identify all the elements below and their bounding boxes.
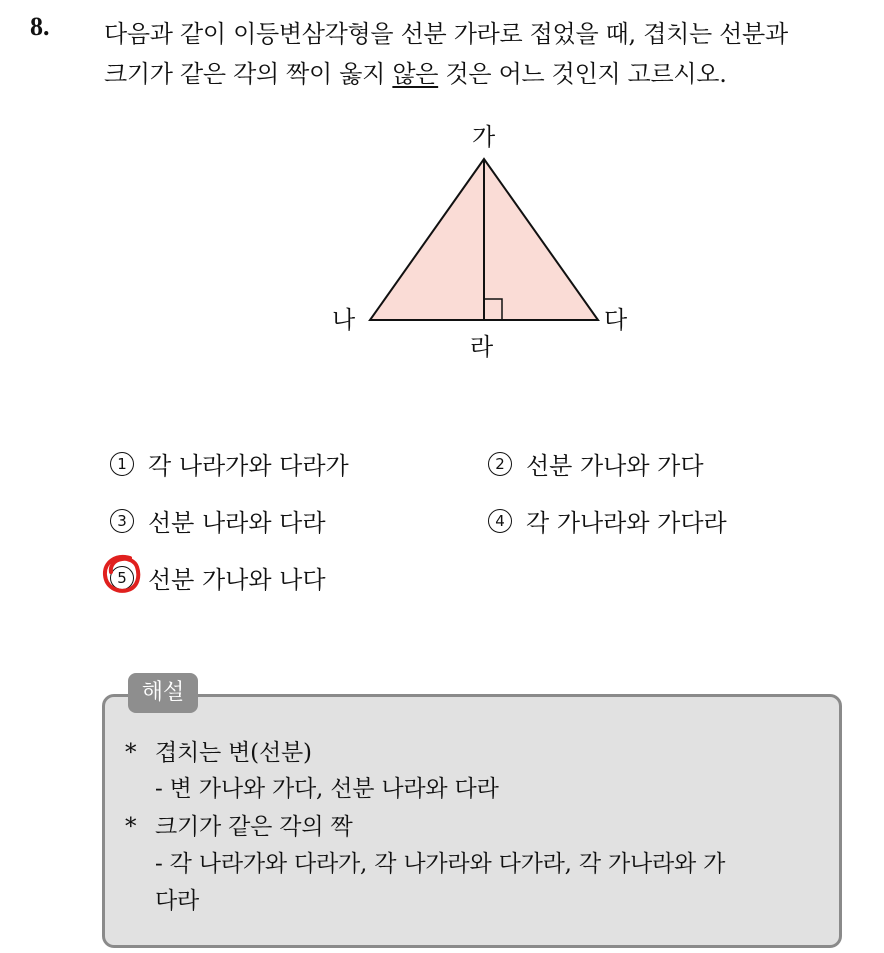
bullet-mark: * bbox=[125, 740, 137, 766]
choice-text-2: 선분 가나와 가다 bbox=[526, 452, 704, 480]
choice-number-2: 2 bbox=[488, 452, 512, 476]
question-text-line2 bbox=[104, 54, 874, 94]
choice-number-5: 5 bbox=[110, 566, 134, 590]
choice-1[interactable] bbox=[110, 446, 349, 481]
underlined-word: 않은 bbox=[392, 60, 439, 88]
explanation-heading-2 bbox=[125, 808, 352, 841]
explanation-tab: 해설 bbox=[128, 673, 198, 713]
vertex-label-left: 나 bbox=[332, 306, 356, 334]
vertex-label-bottom: 라 bbox=[470, 333, 494, 361]
vertex-label-right: 다 bbox=[604, 306, 628, 334]
choice-4[interactable] bbox=[488, 503, 727, 538]
question-number: 8. bbox=[30, 12, 50, 41]
explanation-heading-1-text: 겹치는 변(선분) bbox=[155, 740, 312, 766]
answer-circle-mark bbox=[100, 552, 144, 596]
choice-2[interactable] bbox=[488, 446, 704, 481]
bullet-mark: * bbox=[125, 814, 137, 840]
choice-text-1: 각 나라가와 다라가 bbox=[148, 452, 349, 480]
explanation-item-2-line2: 다라 bbox=[155, 888, 200, 914]
question-text-line1: 다음과 같이 이등변삼각형을 선분 가라로 접었을 때, 겹치는 선분과 bbox=[104, 20, 788, 48]
triangle-figure bbox=[320, 115, 640, 375]
question-text bbox=[104, 14, 874, 94]
vertex-label-top: 가 bbox=[472, 123, 496, 151]
explanation-heading-2-text: 크기가 같은 각의 짝 bbox=[155, 814, 353, 840]
question-text-line2-a: 크기가 같은 각의 짝이 옳지 bbox=[104, 60, 393, 88]
choice-3[interactable] bbox=[110, 503, 326, 538]
explanation-heading-1 bbox=[125, 734, 312, 767]
explanation-item-2-line1: - 각 나라가와 다라가, 각 나가라와 다가라, 각 가나라와 가 bbox=[155, 851, 726, 877]
choice-text-4: 각 가나라와 가다라 bbox=[526, 509, 727, 537]
choice-number-3: 3 bbox=[110, 509, 134, 533]
question-text-line2-b: 것은 어느 것인지 고르시오. bbox=[438, 60, 727, 88]
explanation-item-1: - 변 가나와 가다, 선분 나라와 다라 bbox=[155, 776, 499, 802]
choice-text-3: 선분 나라와 다라 bbox=[148, 509, 326, 537]
choice-number-1: 1 bbox=[110, 452, 134, 476]
choice-number-4: 4 bbox=[488, 509, 512, 533]
answer-circle-stroke bbox=[105, 557, 138, 591]
choice-text-5: 선분 가나와 나다 bbox=[148, 566, 326, 594]
